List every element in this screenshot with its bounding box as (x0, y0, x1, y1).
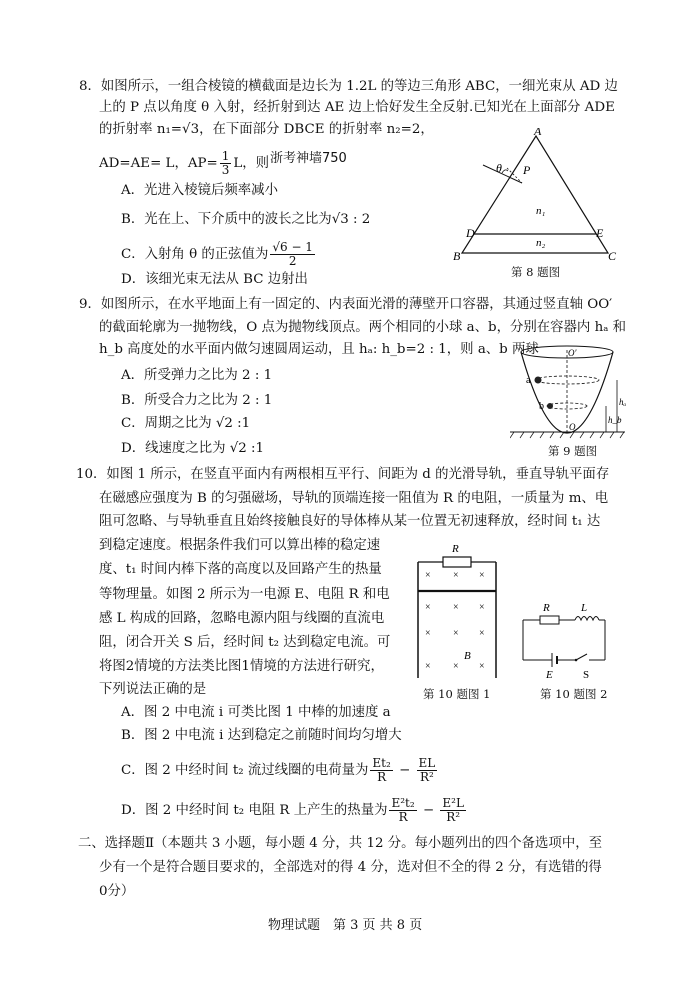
q10-option-c-text: C．图 2 中经时间 t₂ 流过线圈的电荷量为 (121, 763, 369, 778)
q10-option-a: A．图 2 中电流 i 可类比图 1 中棒的加速度 a (121, 705, 391, 720)
label-e: E (596, 226, 604, 240)
label-b-field: B (464, 650, 471, 662)
cross: × (479, 602, 485, 613)
q8-stem-line4 (99, 150, 269, 177)
label-e-source: E (546, 669, 553, 681)
cross: × (453, 602, 459, 613)
q10-caption-2: 第 10 题图 2 (540, 687, 608, 701)
label-n2: n₂ (536, 237, 546, 249)
label-b: B (453, 249, 461, 263)
cross: × (479, 628, 485, 639)
q9-option-d: D．线速度之比为 √2 :1 (121, 441, 265, 456)
q8-frac-den: 3 (221, 163, 230, 177)
q9-stem-line3: h_b 高度处的水平面内做匀速圆周运动，且 hₐ: h_b=2 : 1，则 a、b 两球 (99, 342, 539, 357)
q10-option-c-frac2-num: EL (418, 756, 436, 770)
label-c: C (608, 249, 617, 263)
label-o: O (569, 422, 576, 432)
cross: × (479, 661, 485, 672)
label-l: L (581, 602, 588, 614)
section2-heading-line3: 0分） (99, 884, 135, 899)
page-footer: 物理试题 第 3 页 共 8 页 (268, 918, 423, 933)
q10-stem-line10: 下列说法正确的是 (99, 682, 207, 697)
ball-a (535, 377, 542, 384)
label-n1: n₁ (536, 205, 546, 217)
label-ball-a: a (526, 375, 531, 386)
prism-triangle (462, 136, 608, 253)
q8-caption: 第 8 题图 (511, 265, 561, 279)
cross: × (425, 570, 431, 581)
q8-option-c-text: C．入射角 θ 的正弦值为 (121, 247, 269, 262)
q8-option-b: B．光在上、下介质中的波长之比为√3 : 2 (121, 212, 371, 227)
q9-figure-container (510, 344, 635, 444)
q8-stem-line1: 8．如图所示，一组合棱镜的横截面是边长为 1.2L 的等边三角形 ABC，一细光束从 AD 边 (79, 79, 618, 94)
q10-stem-line6: 等物理量。如图 2 所示为一电源 E、电阻 R 和电 (99, 587, 390, 602)
q8-given-tail: L，则 (233, 156, 270, 171)
label-s: S (583, 669, 590, 681)
q8-given-text: AD=AE= L，AP= (99, 156, 218, 171)
q10-option-c: C．图 2 中经时间 t₂ 流过线圈的电荷量为 $\frac{\text{Et₂}}{R}$ − $\frac{EL}{\text{R²}}$ (121, 756, 436, 784)
cross: × (425, 661, 431, 672)
q10-stem-line8: 阻，闭合开关 S 后，经时间 t₂ 达到稳定电流。可 (99, 635, 391, 650)
cross: × (453, 628, 459, 639)
q9-option-b: B．所受合力之比为 2 : 1 (121, 393, 273, 408)
q8-option-c-num: √6 − 1 (272, 240, 313, 254)
cross: × (453, 661, 459, 672)
cross: × (425, 628, 431, 639)
q8-figure-prism (450, 128, 620, 263)
q8-stem-line2: 上的 P 点以角度 θ 入射，经折射到达 AE 边上恰好发生全反射.已知光在上面部分 ADE (99, 100, 615, 115)
label-o-prime: O′ (568, 348, 577, 358)
q10-option-d-frac1 (389, 797, 416, 824)
q9-option-c: C．周期之比为 √2 :1 (121, 416, 251, 431)
q10-stem-line7: 感 L 构成的回路，忽略电源内阻与线圈的直流电 (99, 611, 385, 626)
q10-option-d-frac2 (440, 797, 466, 824)
q10-stem-line5: 度、t₁ 时间内棒下落的高度以及回路产生的热量 (99, 562, 382, 577)
q10-option-d-frac2-num: E²L (442, 796, 464, 810)
q8-watermark: 浙考神墙750 (270, 151, 347, 166)
q10-option-d-frac1-den: R (398, 810, 408, 824)
q10-option-d-frac2-den: R² (446, 810, 461, 824)
label-d: D (466, 226, 475, 240)
label-r: R (543, 602, 550, 614)
q9-caption: 第 9 题图 (548, 444, 598, 458)
label-ball-b: b (539, 401, 544, 412)
inductor-l (575, 617, 599, 621)
label-a: A (534, 128, 542, 138)
cross: × (479, 570, 485, 581)
q8-option-c (121, 241, 317, 268)
q8-stem-line3: 的折射率 n₁=√3，在下面部分 DBCE 的折射率 n₂=2， (99, 122, 434, 137)
section2-heading-line1: 二、选择题Ⅱ（本题共 3 小题，每小题 4 分，共 12 分。每小题列出的四个备选项中，至 (78, 836, 602, 851)
q10-option-d-frac1-num: E²t₂ (391, 796, 415, 810)
theta-arc (502, 170, 508, 173)
resistor-r (540, 616, 559, 624)
q10-caption-1: 第 10 题图 1 (423, 687, 491, 701)
q10-figure-2-rl-circuit (515, 598, 615, 682)
q9-stem-line2: 的截面轮廓为一抛物线，O 点为抛物线顶点。两个相同的小球 a、b，分别在容器内 hₐ 和 (99, 320, 627, 335)
q10-option-c-frac2 (417, 757, 438, 784)
label-p: P (523, 163, 531, 177)
q8-frac-num: 1 (221, 149, 230, 163)
q10-stem-line1: 10．如图 1 所示，在竖直平面内有两根相互平行、间距为 d 的光滑导轨，垂直导轨平面存 (76, 467, 610, 482)
magnetic-field-crosses (425, 570, 485, 672)
q9-option-a: A．所受弹力之比为 2 : 1 (121, 368, 273, 383)
q8-option-a: A．光进入棱镜后频率减小 (121, 183, 278, 198)
q10-option-c-frac2-den: R² (419, 770, 434, 784)
q10-option-c-frac1-num: Et₂ (372, 756, 391, 770)
q10-figure-1-rails (408, 540, 508, 680)
label-hb: h_b (608, 415, 622, 425)
q10-option-d-text: D．图 2 中经时间 t₂ 电阻 R 上产生的热量为 (121, 803, 388, 818)
cross: × (453, 570, 459, 581)
label-r: R (452, 543, 459, 555)
q9-stem-line1: 9．如图所示，在水平地面上有一固定的、内表面光滑的薄壁开口容器，其通过竖直轴 OO′ (79, 297, 613, 312)
q10-stem-line3: 阻可忽略、与导轨垂直且始终接触良好的导体棒从某一位置无初速释放，经时间 t₁ 达 (99, 514, 601, 529)
cross: × (425, 602, 431, 613)
q8-option-d: D．该细光束无法从 BC 边射出 (121, 272, 308, 287)
q10-option-b: B．图 2 中电流 i 达到稳定之前随时间均匀增大 (121, 728, 402, 743)
q8-fraction (220, 150, 232, 177)
label-ha: hₐ (619, 397, 627, 407)
q8-option-c-fraction (270, 241, 315, 268)
q10-option-c-frac1-den: R (377, 770, 387, 784)
q10-option-d: D．图 2 中经时间 t₂ 电阻 R 上产生的热量为 $\frac{\text{E²t₂}}{R}$ − $\frac{\text{E²L}}{\text{R²}}$ (121, 796, 464, 824)
switch-s (576, 654, 587, 660)
q10-stem-line9: 将图2情境的方法类比图1情境的方法进行研究， (99, 659, 384, 674)
q10-option-c-frac1 (370, 757, 392, 784)
resistor-r (443, 557, 471, 567)
q10-stem-line2: 在磁感应强度为 B 的匀强磁场，导轨的顶端连接一阻值为 R 的电阻，一质量为 m、电 (99, 491, 609, 506)
ball-b (547, 403, 553, 409)
q10-stem-line4: 到稳定速度。根据条件我们可以算出棒的稳定速 (99, 538, 381, 553)
q8-option-c-den: 2 (288, 254, 297, 268)
section2-heading-line2: 少有一个是符合题目要求的，全部选对的得 4 分，选对但不全的得 2 分，有选错的得 (99, 860, 602, 875)
label-theta: θ (496, 161, 502, 175)
